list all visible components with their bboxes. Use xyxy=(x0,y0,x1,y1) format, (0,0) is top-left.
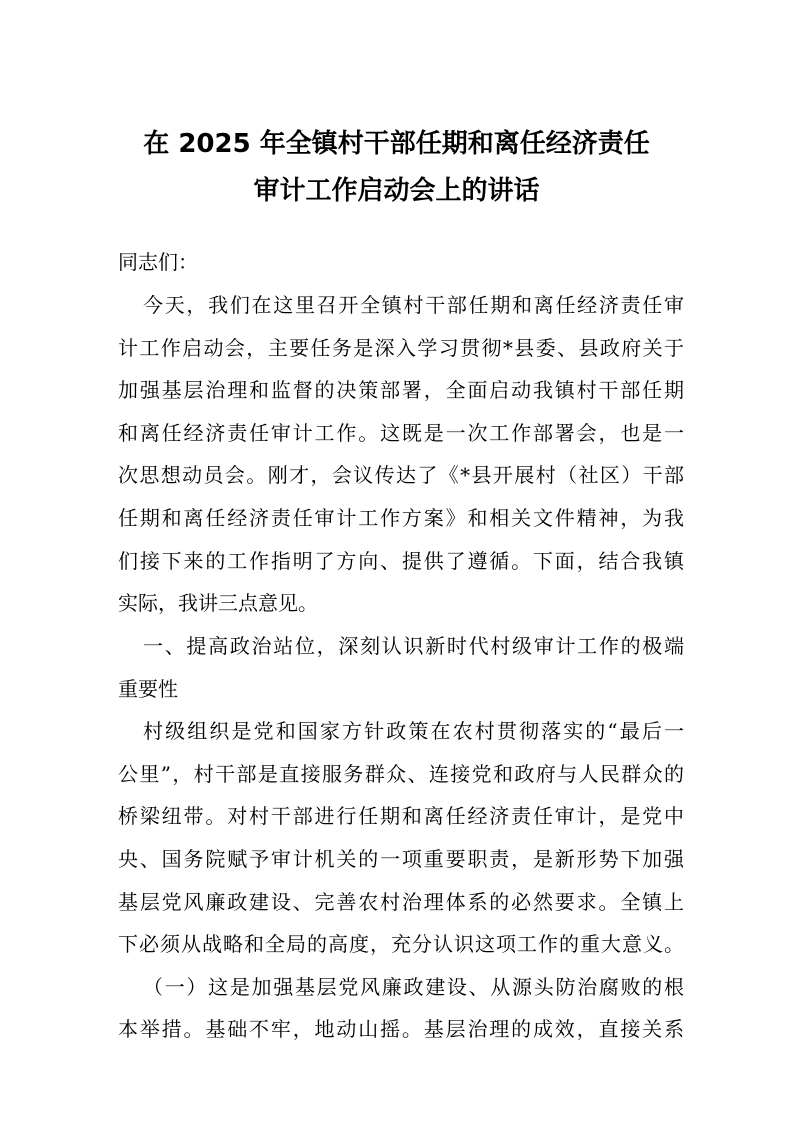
salutation: 同志们： xyxy=(118,250,198,274)
document-title-line-2: 审计工作启动会上的讲话 xyxy=(253,176,540,206)
subsection-line: （一）这是加强基层党风廉政建设、从源头防治腐败的根 xyxy=(143,975,684,999)
section-heading-line: 重要性 xyxy=(118,677,178,701)
paragraph-line: 实际，我讲三点意见。 xyxy=(118,591,318,615)
paragraph-line: 计工作启动会，主要任务是深入学习贯彻*县委、县政府关于 xyxy=(118,336,684,360)
paragraph-line: 任期和离任经济责任审计工作方案》和相关文件精神，为我 xyxy=(118,506,684,530)
document-title-line-1: 在 2025 年全镇村干部任期和离任经济责任 xyxy=(143,129,650,159)
paragraph-line: 桥梁纽带。对村干部进行任期和离任经济责任审计，是党中 xyxy=(118,804,684,828)
paragraph-line: 央、国务院赋予审计机关的一项重要职责，是新形势下加强 xyxy=(118,847,684,871)
paragraph-line: 加强基层治理和监督的决策部署，全面启动我镇村干部任期 xyxy=(118,378,684,402)
paragraph-line: 本举措。基础不牢，地动山摇。基层治理的成效，直接关系 xyxy=(118,1017,684,1041)
paragraph-line: 下必须从战略和全局的高度，充分认识这项工作的重大意义。 xyxy=(118,932,684,956)
paragraph-line: 公里”，村干部是直接服务群众、连接党和政府与人民群众的 xyxy=(118,762,684,786)
section-heading-line: 一、提高政治站位，深刻认识新时代村级审计工作的极端 xyxy=(143,634,684,658)
paragraph-line: 村级组织是党和国家方针政策在农村贯彻落实的“最后一 xyxy=(143,719,684,743)
paragraph-line: 次思想动员会。刚才，会议传达了《*县开展村（社区）干部 xyxy=(118,463,684,487)
paragraph-line: 们接下来的工作指明了方向、提供了遵循。下面，结合我镇 xyxy=(118,549,684,573)
paragraph-line: 和离任经济责任审计工作。这既是一次工作部署会，也是一 xyxy=(118,421,684,445)
paragraph-line: 基层党风廉政建设、完善农村治理体系的必然要求。全镇上 xyxy=(118,890,684,914)
paragraph-line: 今天，我们在这里召开全镇村干部任期和离任经济责任审 xyxy=(143,293,684,317)
